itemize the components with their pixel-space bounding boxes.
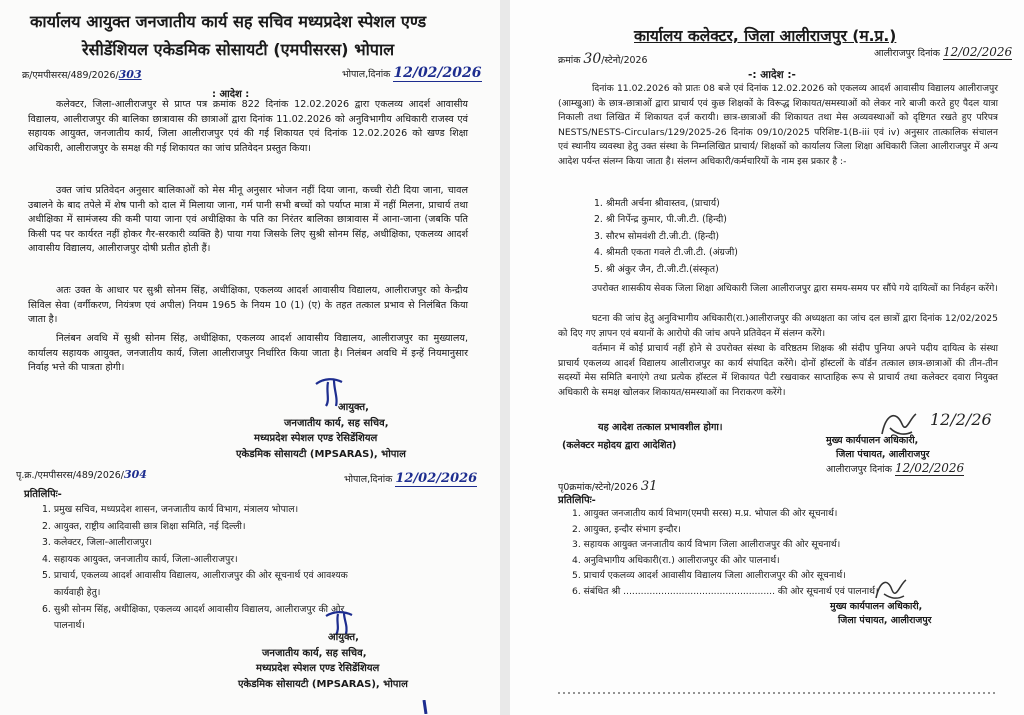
list-item: 5. श्री अंकुर जैन, टी.जी.टी.(संस्कृत) xyxy=(594,263,719,275)
right-order-document xyxy=(510,0,1024,715)
left-endorse-line xyxy=(16,468,147,483)
right-sign2-office: जिला पंचायत, आलीराजपुर xyxy=(838,615,932,627)
list-item: 3. सौरभ सोमवंशी टी.जी.टी. (हिन्दी) xyxy=(594,230,720,242)
list-item: 1. आयुक्त जनजातीय कार्य विभाग(एमपी सरस) म.प्र. भोपाल की ओर सूचनार्थ। xyxy=(572,508,838,519)
left-order-document xyxy=(0,0,500,715)
list-item: पालनार्थ। xyxy=(42,620,85,632)
right-effect-note: यह आदेश तत्काल प्रभावशील होगा। xyxy=(598,422,723,433)
left-copy-list xyxy=(42,502,348,635)
right-endorse-number: पृ0क्रमांक/स्टेनो/2026 xyxy=(558,482,638,493)
right-sign1-title: मुख्य कार्यपालन अधिकारी, xyxy=(826,435,919,446)
left-para-2: उक्त जांच प्रतिवेदन अनुसार बालिकाओं को मेस मीनू अनुसार भोजन नहीं दिया जाना, कच्ची रोटी दिया जाना, चावल उबालने के बाद तपेले में शेष पानी को दाल में मिलाया जाना, गर्म पानी सभी बच्चों को पर्याप्त मात्रा में नहीं मिलना, प्राचार्य तथा अधीक्षिका में सामंजस्य की कमी पाया जाना एवं अधीक्षिका के पति का निरंतर बालिका छात्रावास में आना-जाना (जबकि पति किसी पद पर कार्यरत नहीं होकर गैर-सरकारी व्यक्ति है) पाया गया जिसके लिए सुश्री सोनम सिंह, अधीक्षिका, एकलव्य आदर्श आवासीय विद्यालय, आलीराजपुर दोषी प्रतीत होती हैं। xyxy=(28,185,468,255)
left-header-line2: रेसीडेंशियल एकेडमिक सोसायटी (एमपीसरस) भोपाल xyxy=(82,40,395,59)
left-sign2-title: आयुक्त, xyxy=(328,632,359,643)
right-ref-number: क्रमांक xyxy=(558,55,581,66)
left-sign1-line4: एकेडमिक सोसायटी (MPSARAS), भोपाल xyxy=(236,448,406,460)
list-item: 4. अनुविभागीय अधिकारी(रा.) आलीराजपुर की ओर पालनार्थ। xyxy=(572,554,780,566)
left-endorse-date-handwritten: 12/02/2026 xyxy=(395,471,478,486)
left-signature-block-2 xyxy=(238,630,472,692)
list-item: 2. श्री निर्पेन्द्र कुमार, पी.जी.टी. (हिन्दी) xyxy=(594,214,727,226)
right-ref-handwritten: 30 xyxy=(583,51,602,67)
right-para-1: दिनांक 11.02.2026 को प्रातः 08 बजे एवं दिनांक 12.02.2026 को एकलव्य आदर्श आवासीय विद्यालय आलीराजपुर (आम्खुआ) के छात्र-छात्राओं द्वारा प्राचार्य एवं कुछ शिक्षकों के विरूद्ध शिकायत/समस्याओं को लेकर नारे बाजी करते हुए पैदल यात्रा निकाली तथा लिखित में शिकायत दर्ज करायी। छात्र-छात्राओं की शिकायत तथा मेस अव्यवस्थाओं को दृष्टिगत रखते हुए परिपत्र NESTS/NESTS-Circulars/129/2025-26 दिनांक 09/10/2025 परिशिष्ट-1(B-iii एवं iv) अनुसार तात्कालिक संचालन एवं स्थानीय व्यवस्था हेतु उक्त संस्था के निम्नलिखित प्राचार्य/ शिक्षकों को कार्यालय जिला शिक्षा अधिकारी जिला आलीराजपुर में अन्य आदेश पर्यन्त संलग्न किया जाता है। संलग्न अधिकारी/कर्मचारियों के नाम इस प्रकार है :- xyxy=(558,83,998,167)
left-sign1-line3: मध्यप्रदेश स्पेशल एण्ड रेसिडेंशियल xyxy=(254,433,378,444)
right-header: कार्यालय कलेक्टर, जिला आलीराजपुर (म.प्र.) xyxy=(634,27,897,45)
list-item: 1. श्रीमती अर्चना श्रीवास्तव, (प्राचार्य) xyxy=(594,198,720,209)
right-sign-date-handwritten: 12/2/26 xyxy=(930,410,992,429)
left-order-heading: : आदेश : xyxy=(212,89,250,100)
right-date-line xyxy=(874,44,1012,61)
left-place-date: भोपाल,दिनांक xyxy=(342,69,391,80)
left-sign1-title: आयुक्त, xyxy=(338,402,369,413)
left-endorse-handwritten: 304 xyxy=(123,468,147,481)
right-sign1-office: जिला पंचायत, आलीराजपुर xyxy=(836,449,930,461)
right-place-date: आलीराजपुर दिनांक xyxy=(874,48,940,59)
right-copy-list xyxy=(572,506,878,600)
right-staff-list xyxy=(594,196,738,278)
right-copy-to-label: प्रतिलिपिः- xyxy=(558,495,596,506)
right-order-heading: -: आदेश :- xyxy=(748,69,796,81)
list-item: 2. आयुक्त, राष्ट्रीय आदिवासी छात्र शिक्षा समिति, नई दिल्ली। xyxy=(42,520,246,532)
right-date-handwritten: 12/02/2026 xyxy=(942,45,1013,59)
left-date-handwritten: 12/02/2026 xyxy=(393,65,482,81)
left-endorse-place-date: भोपाल,दिनांक xyxy=(344,474,393,485)
left-sign2-line4: एकेडमिक सोसायटी (MPSARAS), भोपाल xyxy=(238,678,408,690)
right-ref-suffix: /स्टेनो/2026 xyxy=(601,55,648,66)
list-item: 3. सहायक आयुक्त जनजातीय कार्य विभाग जिला आलीराजपुर की ओर सूचनार्थ। xyxy=(572,539,841,551)
list-item: कार्यवाही हेतु। xyxy=(42,586,101,598)
list-item: 1. प्रमुख सचिव, मध्यप्रदेश शासन, जनजातीय कार्य विभाग, मंत्रालय भोपाल। xyxy=(42,504,299,515)
left-copy-to-label: प्रतिलिपिः- xyxy=(24,489,62,500)
left-endorse-number: पृ.क्र./एमपीसरस/489/2026/ xyxy=(16,470,124,481)
right-ref-line xyxy=(558,50,647,69)
left-sign2-line2: जनजातीय कार्य, सह सचिव, xyxy=(262,647,367,659)
left-para-1: कलेक्टर, जिला-आलीराजपुर से प्राप्त पत्र क्रमांक 822 दिनांक 12.02.2026 द्वारा एकलव्य आदर्श आवासीय विद्यालय, आलीराजपुर की बालिका छात्रावास की छात्राओं द्वारा दिनांक 11.02.2026 को अनुविभागीय अधिकारी राजस्व एवं सहायक आयुक्त, जनजातीय कार्य, जिला आलीराजपुर एवं की गई शिकायत एवं दिनांक 12.02.2026 को खण्ड शिक्षा अधिकारी, आलीराजपुर के समक्ष की गई शिकायत का जांच प्रतिवेदन प्रस्तुत किया। xyxy=(28,99,468,154)
list-item: 2. आयुक्त, इन्दौर संभाग इन्दौर। xyxy=(572,523,681,535)
list-item: 4. सहायक आयुक्त, जनजातीय कार्य, जिला-आलीराजपुर। xyxy=(42,553,238,565)
left-date-line xyxy=(342,64,482,83)
list-item: 5. प्राचार्य एकलव्य आदर्श आवासीय विद्यालय जिला आलीराजपुर की ओर सूचनार्थ। xyxy=(572,570,846,582)
right-bottom-divider xyxy=(558,690,998,696)
left-para-4: निलंबन अवधि में सुश्री सोनम सिंह, अधीक्षिका, एकलव्य आदर्श आवासीय विद्यालय, आलीराजपुर का मुख्यालय, कार्यालय सहायक आयुक्त, जनजातीय कार्य, जिला आलीराजपुर निर्धारित किया जाता है। निलंबन अवधि में इन्हें नियमानुसार निर्वाह भत्ते की पात्रता होगी। xyxy=(28,333,468,374)
right-signature-block-1 xyxy=(826,434,930,462)
right-signature-block-2 xyxy=(830,600,932,628)
list-item: 3. कलेक्टर, जिला-आलीराजपुर। xyxy=(42,537,153,549)
left-header-line1: कार्यालय आयुक्त जनजातीय कार्य सह सचिव मध्यप्रदेश स्पेशल एण्ड xyxy=(30,12,427,31)
left-para-3: अतः उक्त के आधार पर सुश्री सोनम सिंह, अधीक्षिका, एकलव्य आदर्श आवासीय विद्यालय, आलीराजपुर को केन्द्रीय सिविल सेवा (वर्गीकरण, नियंत्रण एवं अपील) नियम 1965 के नियम 10 (1) (ए) के तहत तत्काल प्रभाव से निलंबित किया जाता है। xyxy=(28,285,468,326)
left-sign2-line3: मध्यप्रदेश स्पेशल एण्ड रेसिडेंशियल xyxy=(256,663,380,674)
list-item: 6. सुश्री सोनम सिंह, अधीक्षिका, एकलव्य आदर्श आवासीय विद्यालय, आलीराजपुर की ओर xyxy=(42,603,345,615)
left-ref-number: क्र/एमपीसरस/489/2026/ xyxy=(22,70,119,81)
left-signature-block-1 xyxy=(236,400,472,462)
list-item: 6. संबंधित श्री .................................................... की ओर सूचनार्थ एवं पालनार्थ। xyxy=(572,585,879,597)
right-date2-handwritten: 12/02/2026 xyxy=(894,461,965,475)
right-para-3: घटना की जांच हेतु अनुविभागीय अधिकारी(रा.)आलीराजपुर की अध्यक्षता का जांच दल छात्रों द्वारा दिनांक 12/02/2025 को दिए गए ज्ञापन एवं बयानों के आरोपो की जांच अपने प्रतिवेदन में संलग्न करेंगे। xyxy=(558,313,998,339)
right-sign2-title: मुख्य कार्यपालन अधिकारी, xyxy=(830,601,923,612)
right-endorse-handwritten: 31 xyxy=(640,479,658,494)
left-ref-handwritten: 303 xyxy=(118,68,142,81)
right-para-4: वर्तमान में कोई प्राचार्य नहीं होने से उपरोक्त संस्था के वरिष्ठतम शिक्षक श्री संदीप पुनिया अपने पदीय दायित्व के संस्था प्राचार्य एकलव्य आदर्श विद्यालय आलीराजपुर का कार्य संपादित करेंगे। दोनों हॉस्टलों के वॉर्डन तत्काल छात्र-छात्राओं की तीन-तीन सदस्यों मेस समिति बनाएंगे तथा प्रत्येक हॉस्टल में शिकायत पेटी रखवाकर साप्ताहिक रूप से प्राचार्य तथा कलेक्टर दवारा नियुक्त अधिकारी के समक्ष खोलकर शिकायत/समस्याओं का निराकरण करेंगे। xyxy=(558,343,998,398)
left-sign1-line2: जनजातीय कार्य, सह सचिव, xyxy=(284,417,389,429)
left-ref-line xyxy=(22,68,142,83)
right-place-date-2: आलीराजपुर दिनांक xyxy=(826,464,892,475)
list-item: 5. प्राचार्य, एकलव्य आदर्श आवासीय विद्यालय, आलीराजपुर की ओर सूचनार्थ एवं आवश्यक xyxy=(42,570,348,582)
right-para-2: उपरोक्त शासकीय सेवक जिला शिक्षा अधिकारी जिला आलीराजपुर द्वारा समय-समय पर सौंपे गये दायित्वों का निर्वहन करेंगे। xyxy=(592,283,998,294)
right-date-line-2 xyxy=(826,460,964,477)
left-endorse-date-line xyxy=(344,470,477,488)
pen-mark-icon xyxy=(418,700,432,714)
right-collector-order: (कलेक्टर महोदय द्वारा आदेशित) xyxy=(562,440,677,451)
list-item: 4. श्रीमती एकता गवले टी.जी.टी. (अंग्रजी) xyxy=(594,247,738,259)
